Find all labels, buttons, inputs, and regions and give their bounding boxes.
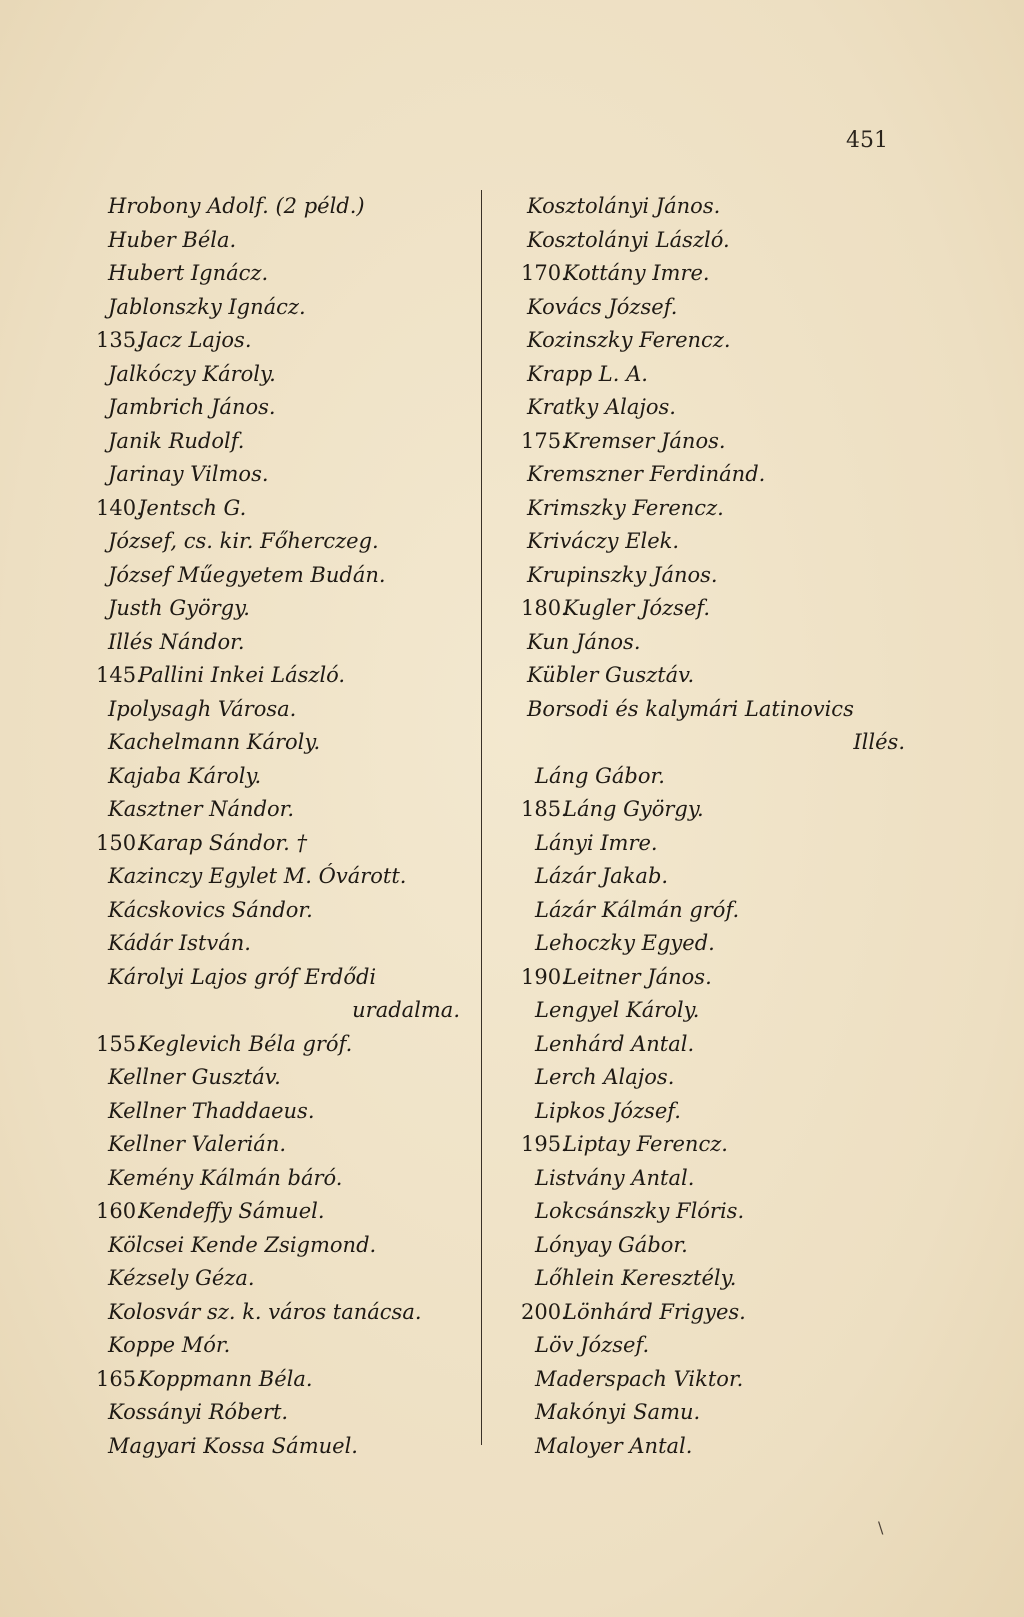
list-entry bbox=[96, 659, 472, 693]
list-entry bbox=[505, 793, 905, 827]
list-entry bbox=[102, 894, 472, 928]
entry-number: 190. bbox=[521, 964, 568, 989]
list-entry bbox=[505, 626, 905, 660]
entry-name: Magyari Kossa Sámuel. bbox=[108, 1433, 358, 1458]
entry-number: 165. bbox=[96, 1366, 143, 1391]
entry-name: József, cs. kir. Főherczeg. bbox=[108, 529, 379, 553]
entry-name: Kasztner Nándor. bbox=[108, 797, 295, 821]
entry-name: Láng György. bbox=[563, 797, 704, 821]
entry-name: Justh György. bbox=[108, 596, 250, 620]
list-entry bbox=[505, 1430, 905, 1464]
entry-name: Jablonszky Ignácz. bbox=[108, 294, 306, 319]
list-entry bbox=[102, 927, 472, 961]
entry-name: Borsodi és kalymári Latinovics bbox=[527, 696, 854, 721]
entry-name: Jambrich János. bbox=[108, 395, 276, 419]
entry-name: Lenhárd Antal. bbox=[535, 1031, 695, 1056]
entry-name: Lányi Imre. bbox=[535, 830, 658, 855]
entry-name: Károlyi Lajos gróf Erdődi bbox=[108, 964, 377, 989]
list-entry bbox=[505, 1396, 905, 1430]
entry-name: Kellner Gusztáv. bbox=[108, 1065, 281, 1089]
entry-name: uradalma. bbox=[352, 998, 460, 1022]
entry-name: Kriváczy Elek. bbox=[527, 529, 680, 553]
entry-name: Kendeffy Sámuel. bbox=[138, 1199, 325, 1223]
entry-name: Kazinczy Egylet M. Óvárott. bbox=[108, 864, 407, 888]
entry-name: Kottány Imre. bbox=[563, 261, 710, 285]
list-entry bbox=[505, 492, 905, 526]
entry-number: 200. bbox=[521, 1299, 568, 1324]
entry-name: Listvány Antal. bbox=[535, 1165, 695, 1190]
entry-number: 145. bbox=[96, 663, 143, 687]
list-entry bbox=[505, 927, 905, 961]
column-divider bbox=[481, 190, 482, 1445]
entry-name: Kratky Alajos. bbox=[527, 395, 676, 419]
list-entry bbox=[102, 693, 472, 727]
margin-mark: \ bbox=[878, 1518, 884, 1537]
entry-name: Kremszner Ferdinánd. bbox=[527, 462, 766, 486]
entry-name: Huber Béla. bbox=[108, 227, 237, 252]
right-column bbox=[505, 190, 905, 1463]
list-entry bbox=[102, 760, 472, 794]
list-entry bbox=[96, 1195, 472, 1229]
entry-name: Lerch Alajos. bbox=[535, 1065, 675, 1089]
entry-name: Koppmann Béla. bbox=[138, 1366, 313, 1391]
entry-name: Jacz Lajos. bbox=[138, 328, 252, 352]
entry-name: Láng Gábor. bbox=[535, 763, 665, 788]
entry-name: Kugler József. bbox=[563, 596, 711, 620]
entry-number: 185. bbox=[521, 797, 568, 821]
list-entry bbox=[505, 1296, 905, 1330]
entry-name: Kozinszky Ferencz. bbox=[527, 328, 731, 352]
entry-name: Kübler Gusztáv. bbox=[527, 663, 695, 687]
entry-name: Makónyi Samu. bbox=[535, 1400, 701, 1424]
list-entry bbox=[102, 626, 472, 660]
list-entry bbox=[505, 894, 905, 928]
entry-name: Kellner Thaddaeus. bbox=[108, 1098, 315, 1123]
list-entry bbox=[102, 190, 472, 224]
list-entry bbox=[505, 693, 905, 727]
list-entry bbox=[102, 291, 472, 325]
entry-name: Lönhárd Frigyes. bbox=[563, 1299, 746, 1324]
entry-name: Liptay Ferencz. bbox=[563, 1132, 728, 1156]
entry-name: Kovács József. bbox=[527, 294, 678, 319]
entry-name: Kemény Kálmán báró. bbox=[108, 1165, 343, 1190]
entry-name: Kellner Valerián. bbox=[108, 1132, 287, 1156]
entry-name: Jarinay Vilmos. bbox=[108, 462, 269, 486]
entry-name: Lokcsánszky Flóris. bbox=[535, 1199, 745, 1223]
list-entry bbox=[505, 659, 905, 693]
list-entry bbox=[102, 994, 472, 1028]
list-entry bbox=[102, 1430, 472, 1464]
left-column bbox=[96, 190, 472, 1463]
entry-name: Krapp L. A. bbox=[527, 361, 648, 386]
list-entry bbox=[102, 1329, 472, 1363]
entry-name: Kádár István. bbox=[108, 931, 251, 955]
entry-name: Kachelmann Károly. bbox=[108, 730, 321, 754]
entry-number: 195. bbox=[521, 1132, 568, 1156]
entry-name: Lázár Kálmán gróf. bbox=[535, 897, 740, 922]
list-entry bbox=[96, 492, 472, 526]
list-entry bbox=[505, 1262, 905, 1296]
entry-number: 170. bbox=[521, 261, 568, 285]
list-entry bbox=[102, 391, 472, 425]
list-entry bbox=[102, 592, 472, 626]
entry-number: 155. bbox=[96, 1031, 143, 1056]
list-entry bbox=[102, 1128, 472, 1162]
list-entry bbox=[505, 324, 905, 358]
list-entry bbox=[505, 559, 905, 593]
entry-name: Pallini Inkei László. bbox=[138, 663, 346, 687]
entry-name: Hubert Ignácz. bbox=[108, 261, 269, 285]
list-entry bbox=[102, 1229, 472, 1263]
entry-name: Illés. bbox=[853, 730, 905, 754]
entry-name: József Műegyetem Budán. bbox=[108, 562, 386, 587]
entry-name: Keglevich Béla gróf. bbox=[138, 1031, 353, 1056]
entry-name: Lehoczky Egyed. bbox=[535, 931, 715, 955]
list-entry bbox=[505, 525, 905, 559]
entry-name: Lőhlein Keresztély. bbox=[535, 1266, 737, 1290]
list-entry bbox=[102, 257, 472, 291]
list-entry bbox=[96, 1363, 472, 1397]
entry-number: 180. bbox=[521, 596, 568, 620]
entry-number: 150. bbox=[96, 830, 143, 855]
list-entry bbox=[505, 726, 905, 760]
list-entry bbox=[102, 1162, 472, 1196]
entry-name: Krupinszky János. bbox=[527, 562, 718, 587]
list-entry bbox=[505, 291, 905, 325]
list-entry bbox=[505, 1095, 905, 1129]
entry-name: Löv József. bbox=[535, 1333, 650, 1357]
entry-name: Kézsely Géza. bbox=[108, 1266, 255, 1290]
list-entry bbox=[96, 1028, 472, 1062]
list-entry bbox=[102, 961, 472, 995]
entry-number: 140. bbox=[96, 495, 143, 520]
list-entry bbox=[505, 1162, 905, 1196]
list-entry bbox=[102, 1061, 472, 1095]
list-entry bbox=[96, 827, 472, 861]
list-entry bbox=[505, 425, 905, 459]
list-entry bbox=[505, 860, 905, 894]
list-entry bbox=[505, 760, 905, 794]
list-entry bbox=[505, 257, 905, 291]
list-entry bbox=[102, 1296, 472, 1330]
entry-name: Jentsch G. bbox=[138, 495, 247, 520]
entry-name: Jalkóczy Károly. bbox=[108, 361, 276, 386]
list-entry bbox=[505, 1329, 905, 1363]
entry-number: 175. bbox=[521, 428, 568, 453]
entry-name: Illés Nándor. bbox=[108, 629, 245, 654]
list-entry bbox=[102, 224, 472, 258]
list-entry bbox=[102, 425, 472, 459]
list-entry bbox=[102, 860, 472, 894]
entry-name: Ipolysagh Városa. bbox=[108, 696, 297, 721]
entry-name: Janik Rudolf. bbox=[108, 428, 245, 453]
list-entry bbox=[505, 1195, 905, 1229]
entry-name: Kosztolányi János. bbox=[527, 194, 721, 218]
entry-name: Maderspach Viktor. bbox=[535, 1366, 744, 1391]
entry-name: Kácskovics Sándor. bbox=[108, 897, 313, 922]
list-entry bbox=[505, 827, 905, 861]
entry-name: Maloyer Antal. bbox=[535, 1433, 693, 1458]
list-entry bbox=[505, 994, 905, 1028]
list-entry bbox=[102, 1095, 472, 1129]
list-entry bbox=[96, 324, 472, 358]
list-entry bbox=[505, 1363, 905, 1397]
list-entry bbox=[102, 1262, 472, 1296]
entry-name: Leitner János. bbox=[563, 964, 712, 989]
list-entry bbox=[102, 559, 472, 593]
entry-number: 135. bbox=[96, 328, 143, 352]
list-entry bbox=[102, 458, 472, 492]
list-entry bbox=[505, 358, 905, 392]
list-entry bbox=[505, 1061, 905, 1095]
entry-name: Hrobony Adolf. (2 péld.) bbox=[108, 194, 365, 218]
list-entry bbox=[505, 592, 905, 626]
entry-name: Lipkos József. bbox=[535, 1098, 681, 1123]
entry-name: Karap Sándor. † bbox=[138, 830, 307, 855]
entry-name: Krimszky Ferencz. bbox=[527, 495, 724, 520]
list-entry bbox=[102, 726, 472, 760]
list-entry bbox=[102, 358, 472, 392]
list-entry bbox=[102, 1396, 472, 1430]
list-entry bbox=[505, 1128, 905, 1162]
entry-name: Kölcsei Kende Zsigmond. bbox=[108, 1232, 377, 1257]
list-entry bbox=[102, 525, 472, 559]
list-entry bbox=[505, 224, 905, 258]
entry-name: Kremser János. bbox=[563, 428, 726, 453]
entry-number: 160. bbox=[96, 1199, 143, 1223]
entry-name: Lázár Jakab. bbox=[535, 864, 669, 888]
entry-name: Lengyel Károly. bbox=[535, 998, 700, 1022]
entry-name: Kossányi Róbert. bbox=[108, 1400, 289, 1424]
entry-name: Kosztolányi László. bbox=[527, 227, 730, 252]
entry-name: Kajaba Károly. bbox=[108, 763, 262, 788]
list-entry bbox=[505, 458, 905, 492]
list-entry bbox=[505, 1028, 905, 1062]
page-number: 451 bbox=[846, 128, 888, 153]
entry-name: Kun János. bbox=[527, 629, 641, 654]
list-entry bbox=[102, 793, 472, 827]
list-entry bbox=[505, 1229, 905, 1263]
entry-name: Kolosvár sz. k. város tanácsa. bbox=[108, 1299, 422, 1324]
list-entry bbox=[505, 391, 905, 425]
list-entry bbox=[505, 190, 905, 224]
list-entry bbox=[505, 961, 905, 995]
entry-name: Koppe Mór. bbox=[108, 1333, 231, 1357]
entry-name: Lónyay Gábor. bbox=[535, 1232, 688, 1257]
